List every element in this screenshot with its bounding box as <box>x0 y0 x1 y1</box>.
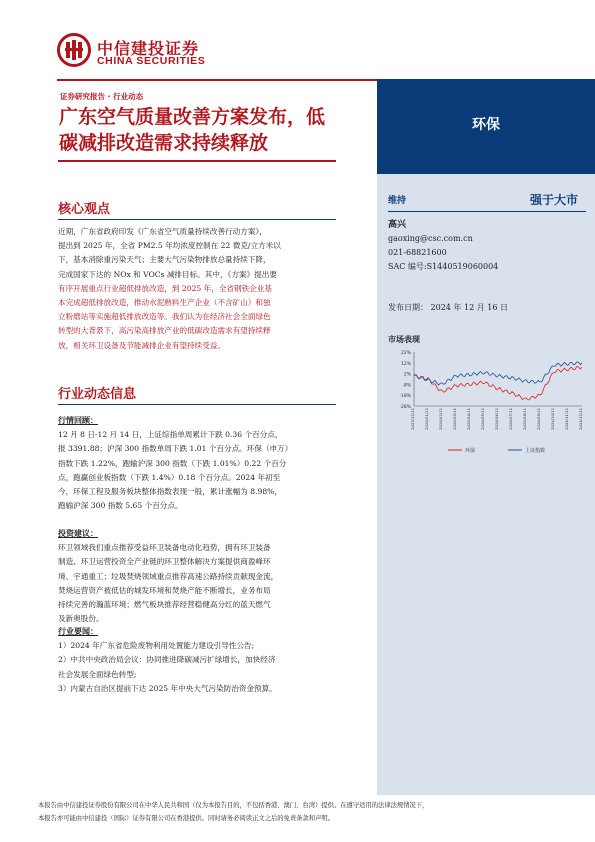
disclaimer-footer <box>38 799 578 825</box>
core-line: 放，相关环卫设备及节能减排企业有望持续受益。 <box>58 340 226 350</box>
y-tick-label: -28% <box>399 405 411 410</box>
analyst-phone: 021-68821600 <box>388 248 447 257</box>
market-chart <box>388 346 588 456</box>
y-tick-label: 2% <box>403 372 411 378</box>
rating-row <box>388 193 588 211</box>
company-logo <box>57 33 227 73</box>
x-tick-label: 2024/10/11 <box>550 408 555 430</box>
legend-label: 环保 <box>465 448 476 454</box>
x-tick-label: 2024/03/11 <box>452 408 457 430</box>
title-line: 广东空气质量改善方案发布，低 <box>59 106 326 128</box>
x-tick-label: 2024/02/11 <box>438 408 443 430</box>
industry-news-heading: 行业动态信息 <box>58 387 137 402</box>
investment-advice-block <box>58 527 336 626</box>
chart-title: 市场表现 <box>388 335 420 344</box>
core-line: 近期，广东省政府印发《广东省空气质量持续改善行动方案》， <box>58 227 267 236</box>
review-line: 点，跑赢创业板指数（下跌 1.4%）0.18 个百分点。2024 年初至 <box>58 472 281 482</box>
advice-line: 持续完善的瀚蓝环境；燃气板块推荐经营稳健高分红的蓝天燃气 <box>58 600 271 610</box>
sector-label: 环保 <box>472 117 500 133</box>
publish-date: 发布日期： 2024 年 12 月 16 日 <box>388 303 508 312</box>
logo-chinese-name: 中信建投证券 <box>97 39 200 58</box>
advice-line: 及新奥股份。 <box>58 614 104 624</box>
core-line: 完成国家下达的 NOx 和 VOCs 减排目标。其中，《方案》提出要 <box>58 269 277 279</box>
market-chart-svg <box>388 346 588 456</box>
advice-line: 制造、环卫运营投资全产业链的环卫整体解决方案提供商盈峰环 <box>58 557 271 567</box>
review-line: 报 3391.88；沪深 300 指数单周下跌 1.01 个百分点。环保（申万） <box>58 444 293 454</box>
industry-news-divider <box>58 404 336 405</box>
advice-line: 环卫领域我们重点推荐受益环卫装备电动化趋势，拥有环卫装备 <box>58 543 271 553</box>
rating-action: 维持 <box>388 196 407 206</box>
y-tick-label: 22% <box>400 351 411 356</box>
core-view-text <box>58 225 336 353</box>
industry-events-block <box>58 625 336 696</box>
report-title <box>59 104 369 156</box>
analyst-info <box>388 218 498 274</box>
analyst-name: 高兴 <box>388 220 407 230</box>
title-underline <box>58 160 336 162</box>
advice-line: 焚烧运营资产被低估的城发环境和焚烧产能不断增长，业务布局 <box>58 585 271 595</box>
x-tick-label: 2024/05/11 <box>480 408 485 430</box>
x-tick-label: 2024/12/11 <box>578 408 583 430</box>
title-line: 碳减排改造需求持续释放 <box>59 132 269 154</box>
industry-events-heading: 行业要闻： <box>58 627 98 636</box>
review-line: 12 月 8 日-12 月 14 日，上证综指单周累计下跌 0.36 个百分点， <box>58 430 283 440</box>
core-line: 提出到 2025 年，全省 PM2.5 年均浓度控制在 22 微克/立方米以 <box>58 241 281 251</box>
event-line: 社会发展全面绿色转型; <box>58 669 137 679</box>
advice-line: 境、宇通重工；垃圾焚烧领域重点推荐高速公路持续贡献现金流， <box>58 571 279 581</box>
x-tick-label: 2024/04/11 <box>466 408 471 430</box>
y-tick-label: -18% <box>399 394 411 400</box>
x-tick-label: 2024/11/11 <box>564 408 569 430</box>
report-type: 证券研究报告 · 行业动态 <box>60 92 144 101</box>
series-line-index <box>414 362 582 385</box>
review-line: 跑输沪深 300 指数 5.65 个百分点。 <box>58 501 183 511</box>
core-line: 本完成超低排放改造，推动水泥熟料生产企业（不含矿山）和独 <box>58 298 271 308</box>
analyst-sac: SAC 编号:S1440519060004 <box>388 262 499 271</box>
y-tick-label: 12% <box>400 361 411 367</box>
x-tick-label: 2024/08/11 <box>522 408 527 430</box>
review-line: 今，环保工程及服务板块整体指数表现一般，累计涨幅为 8.98%， <box>58 487 282 497</box>
x-tick-label: 2024/07/11 <box>508 408 513 430</box>
core-view-divider <box>58 219 336 220</box>
event-line: 1）2024 年广东省危险废物利用处置能力建设引导性公告; <box>58 641 255 651</box>
investment-advice-heading: 投资建议： <box>58 529 98 538</box>
event-line: 3）内蒙古自治区提前下达 2025 年中央大气污染防治资金预算。 <box>58 683 277 693</box>
event-line: 2）中共中央政治局会议：协同推进降碳减污扩绿增长，加快经济 <box>58 655 276 665</box>
review-line: 指数下跌 1.22%，跑输沪深 300 指数（下跌 1.01%）0.22 个百分 <box>58 458 287 468</box>
core-line: 转型的大背景下，高污染高排放产业的低碳改造需求有望持续释 <box>58 326 271 336</box>
market-review-block <box>58 414 336 513</box>
core-line: 有序开展重点行业超低排放改造，到 2025 年，全省钢铁企业基 <box>58 283 272 293</box>
rating-value: 强于大市 <box>529 193 578 207</box>
x-tick-label: 2024/09/11 <box>536 408 541 430</box>
footer-line: 本报告由中信建投证券股份有限公司在中华人民共和国（仅为本报告目的，不包括香港、澳门、台湾）提供。在遵守适用的法律法规情况下， <box>38 802 429 809</box>
legend-label: 上证指数 <box>525 448 546 454</box>
logo-emblem-icon <box>57 33 91 67</box>
core-line: 下，基本消除重污染天气；主要大气污染物排放总量持续下降， <box>58 255 271 265</box>
market-review-heading: 行情回顾： <box>58 416 98 425</box>
sector-box <box>377 79 595 174</box>
core-view-heading: 核心观点 <box>58 202 111 217</box>
series-line-sector <box>414 367 582 400</box>
y-tick-label: -8% <box>402 383 411 389</box>
logo-english-name: CHINA SECURITIES <box>97 55 206 67</box>
core-line: 立粉磨站等实施超低排放改造等。我们认为在经济社会全面绿色 <box>58 312 271 322</box>
footer-line: 本报告亦可能由中信建投（国际）证券有限公司在香港提供。同时请务必阅读正文之后的免责条款和声明。 <box>38 815 334 822</box>
x-tick-label: 2023/12/11 <box>410 408 415 430</box>
rating-divider <box>388 211 586 212</box>
analyst-email[interactable]: gaoxing@csc.com.cn <box>388 234 473 243</box>
x-tick-label: 2024/06/11 <box>494 408 499 430</box>
x-tick-label: 2024/01/11 <box>424 408 429 430</box>
